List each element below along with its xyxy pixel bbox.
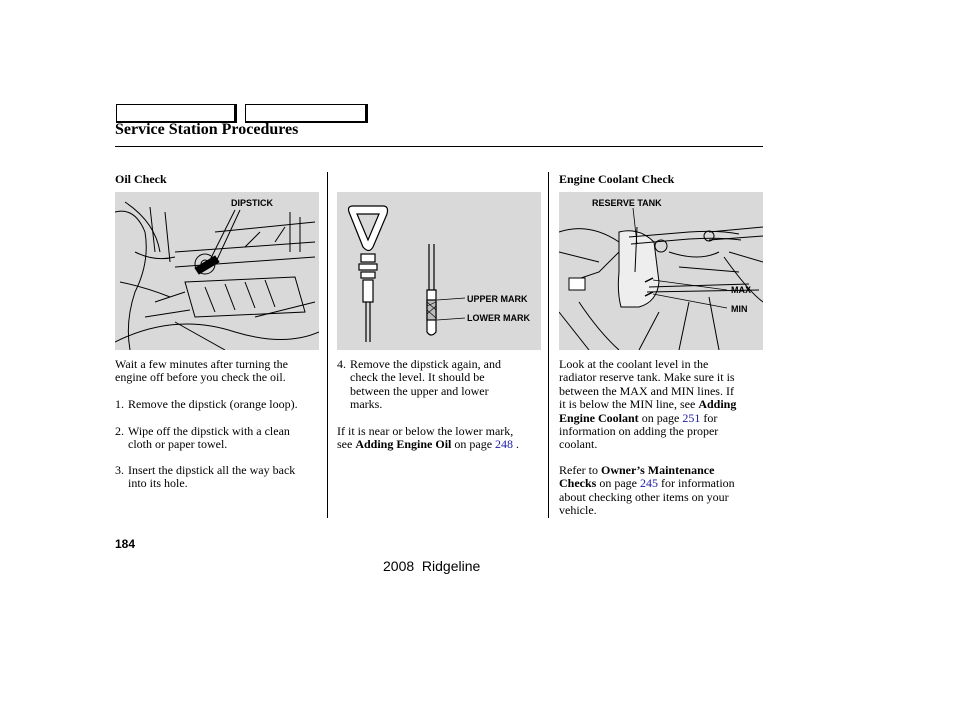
footer-model: 2008 Ridgeline (383, 558, 481, 574)
oil-check-heading: Oil Check (115, 172, 167, 186)
oil-step-1: 1. Remove the dipstick (orange loop). (115, 397, 298, 411)
engine-bay-drawing (115, 192, 319, 350)
dipstick-label: DIPSTICK (231, 198, 274, 208)
adding-engine-oil-ref: Adding Engine Oil (355, 437, 452, 452)
oil-step-4: 4. Remove the dipstick again, and check the level. It should be between the upper and lower marks. (337, 357, 501, 412)
owners-maintenance-checks-ref: Checks (559, 476, 597, 491)
title-rule (115, 146, 763, 147)
reserve-tank-figure (559, 192, 763, 350)
reserve-tank-label: RESERVE TANK (592, 198, 662, 208)
page-number: 184 (115, 537, 136, 551)
page-title: Service Station Procedures (115, 121, 299, 138)
maintenance-reference: Refer to Owner’s Maintenance Checks on page 245 for information about checking other items on your vehicle. (559, 463, 735, 518)
min-label: MIN (731, 304, 748, 314)
reserve-tank-drawing (559, 192, 763, 350)
coolant-instructions: Look at the coolant level in the radiator reserve tank. Make sure it is between the MAX and MIN lines. If it is below the MIN line, see Adding Engine Coolant on page 251 for information on adding the proper coolant. (559, 357, 737, 452)
dipstick-location-figure (115, 192, 319, 350)
oil-step-2: 2. Wipe off the dipstick with a clean cloth or paper towel. (115, 424, 290, 452)
page-248-link[interactable]: 248 (495, 437, 514, 452)
dipstick-drawing (337, 192, 541, 350)
max-label: MAX (731, 285, 751, 295)
upper-mark-label: UPPER MARK (467, 294, 528, 304)
oil-intro: Wait a few minutes after turning the engine off before you check the oil. (115, 357, 288, 385)
dipstick-marks-figure (337, 192, 541, 350)
page-251-link[interactable]: 251 (682, 410, 701, 425)
lower-mark-label: LOWER MARK (467, 313, 530, 323)
page-245-link[interactable]: 245 (640, 476, 658, 491)
column-divider-1 (327, 172, 328, 518)
column-divider-2 (548, 172, 549, 518)
low-oil-note: If it is near or below the lower mark, see Adding Engine Oil on page 248 . (337, 424, 520, 452)
coolant-check-heading: Engine Coolant Check (559, 172, 675, 186)
oil-step-3: 3. Insert the dipstick all the way back into its hole. (115, 463, 296, 491)
adding-engine-coolant-ref: Engine Coolant (559, 410, 639, 425)
